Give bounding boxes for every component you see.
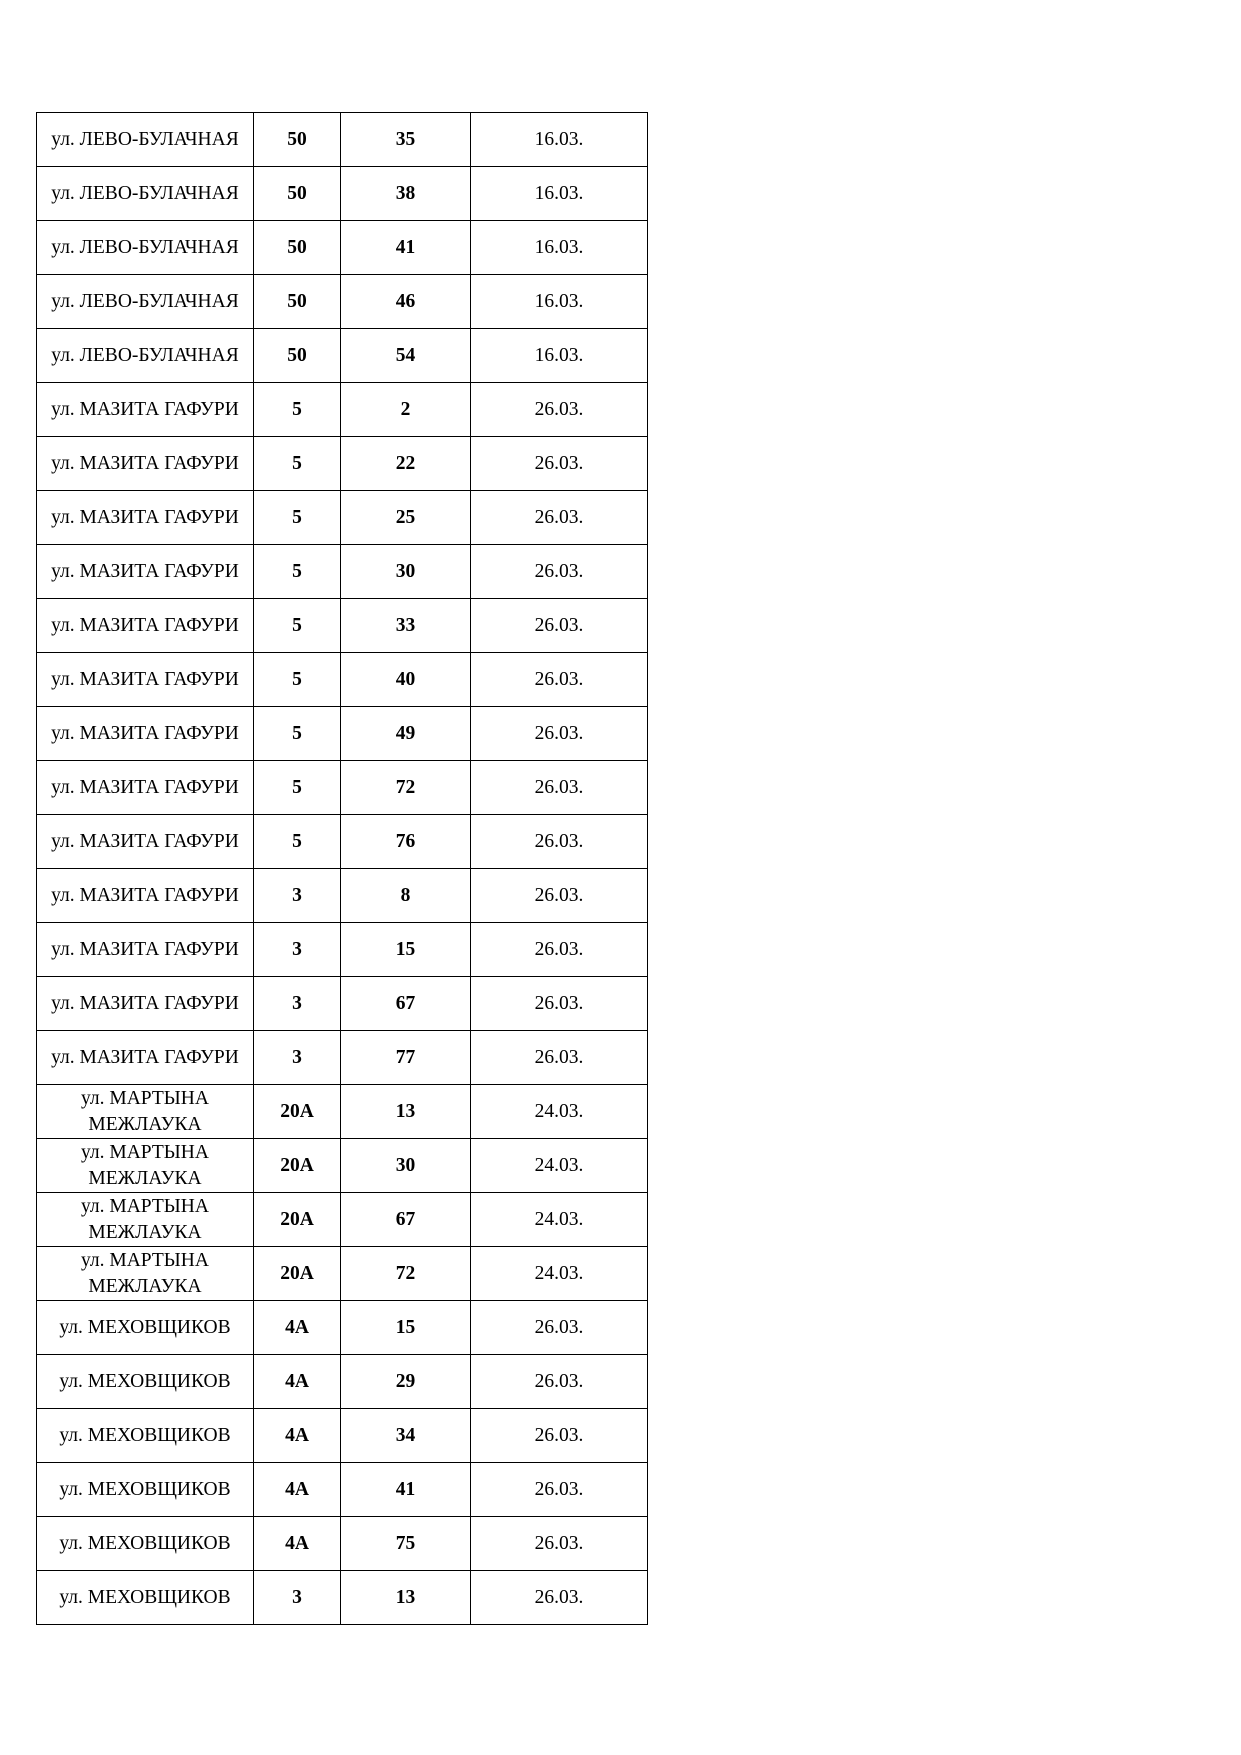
house-number-cell: 4А bbox=[254, 1301, 341, 1355]
address-table bbox=[36, 112, 648, 1625]
date-cell: 26.03. bbox=[471, 815, 648, 869]
date-cell: 26.03. bbox=[471, 1463, 648, 1517]
street-cell: ул. МЕХОВЩИКОВ bbox=[37, 1409, 254, 1463]
street-cell: ул. МАЗИТА ГАФУРИ bbox=[37, 923, 254, 977]
date-cell: 26.03. bbox=[471, 1571, 648, 1625]
flat-number-cell: 54 bbox=[341, 329, 471, 383]
table-row bbox=[37, 1301, 648, 1355]
house-number-cell: 20А bbox=[254, 1139, 341, 1193]
table-row bbox=[37, 1409, 648, 1463]
table-row bbox=[37, 383, 648, 437]
flat-number-cell: 33 bbox=[341, 599, 471, 653]
house-number-cell: 20А bbox=[254, 1247, 341, 1301]
table-row bbox=[37, 869, 648, 923]
house-number-cell: 50 bbox=[254, 275, 341, 329]
date-cell: 16.03. bbox=[471, 113, 648, 167]
flat-number-cell: 29 bbox=[341, 1355, 471, 1409]
street-cell: ул. МАЗИТА ГАФУРИ bbox=[37, 1031, 254, 1085]
house-number-cell: 4А bbox=[254, 1517, 341, 1571]
table-row bbox=[37, 113, 648, 167]
table-row bbox=[37, 491, 648, 545]
flat-number-cell: 46 bbox=[341, 275, 471, 329]
flat-number-cell: 76 bbox=[341, 815, 471, 869]
table-row bbox=[37, 1463, 648, 1517]
flat-number-cell: 30 bbox=[341, 1139, 471, 1193]
flat-number-cell: 72 bbox=[341, 761, 471, 815]
address-table-body bbox=[37, 113, 648, 1625]
street-cell: ул. МАЗИТА ГАФУРИ bbox=[37, 977, 254, 1031]
street-cell: ул. МАЗИТА ГАФУРИ bbox=[37, 599, 254, 653]
flat-number-cell: 40 bbox=[341, 653, 471, 707]
table-row bbox=[37, 1355, 648, 1409]
date-cell: 16.03. bbox=[471, 221, 648, 275]
flat-number-cell: 38 bbox=[341, 167, 471, 221]
date-cell: 26.03. bbox=[471, 653, 648, 707]
street-cell: ул. МЕХОВЩИКОВ bbox=[37, 1571, 254, 1625]
date-cell: 26.03. bbox=[471, 707, 648, 761]
date-cell: 16.03. bbox=[471, 275, 648, 329]
date-cell: 26.03. bbox=[471, 1301, 648, 1355]
flat-number-cell: 75 bbox=[341, 1517, 471, 1571]
date-cell: 16.03. bbox=[471, 167, 648, 221]
flat-number-cell: 22 bbox=[341, 437, 471, 491]
house-number-cell: 4А bbox=[254, 1409, 341, 1463]
flat-number-cell: 41 bbox=[341, 221, 471, 275]
flat-number-cell: 8 bbox=[341, 869, 471, 923]
street-cell: ул. МАЗИТА ГАФУРИ bbox=[37, 815, 254, 869]
table-row bbox=[37, 599, 648, 653]
table-row bbox=[37, 329, 648, 383]
house-number-cell: 3 bbox=[254, 1031, 341, 1085]
house-number-cell: 20А bbox=[254, 1193, 341, 1247]
date-cell: 26.03. bbox=[471, 599, 648, 653]
flat-number-cell: 2 bbox=[341, 383, 471, 437]
house-number-cell: 50 bbox=[254, 113, 341, 167]
table-row bbox=[37, 437, 648, 491]
date-cell: 26.03. bbox=[471, 545, 648, 599]
table-row bbox=[37, 761, 648, 815]
street-cell: ул. ЛЕВО-БУЛАЧНАЯ bbox=[37, 221, 254, 275]
date-cell: 26.03. bbox=[471, 1031, 648, 1085]
flat-number-cell: 15 bbox=[341, 1301, 471, 1355]
table-row bbox=[37, 1193, 648, 1247]
table-row bbox=[37, 167, 648, 221]
house-number-cell: 50 bbox=[254, 221, 341, 275]
table-row bbox=[37, 1571, 648, 1625]
street-cell: ул. МАРТЫНА МЕЖЛАУКА bbox=[37, 1193, 254, 1247]
house-number-cell: 3 bbox=[254, 923, 341, 977]
flat-number-cell: 25 bbox=[341, 491, 471, 545]
street-cell: ул. МЕХОВЩИКОВ bbox=[37, 1355, 254, 1409]
street-cell: ул. МЕХОВЩИКОВ bbox=[37, 1517, 254, 1571]
flat-number-cell: 15 bbox=[341, 923, 471, 977]
date-cell: 26.03. bbox=[471, 437, 648, 491]
flat-number-cell: 67 bbox=[341, 1193, 471, 1247]
date-cell: 26.03. bbox=[471, 491, 648, 545]
street-cell: ул. МЕХОВЩИКОВ bbox=[37, 1463, 254, 1517]
date-cell: 24.03. bbox=[471, 1139, 648, 1193]
date-cell: 26.03. bbox=[471, 761, 648, 815]
date-cell: 16.03. bbox=[471, 329, 648, 383]
table-row bbox=[37, 653, 648, 707]
street-cell: ул. МЕХОВЩИКОВ bbox=[37, 1301, 254, 1355]
street-cell: ул. МАРТЫНА МЕЖЛАУКА bbox=[37, 1139, 254, 1193]
date-cell: 26.03. bbox=[471, 869, 648, 923]
street-cell: ул. МАЗИТА ГАФУРИ bbox=[37, 545, 254, 599]
street-cell: ул. ЛЕВО-БУЛАЧНАЯ bbox=[37, 167, 254, 221]
table-row bbox=[37, 1517, 648, 1571]
house-number-cell: 5 bbox=[254, 437, 341, 491]
date-cell: 26.03. bbox=[471, 923, 648, 977]
date-cell: 26.03. bbox=[471, 1517, 648, 1571]
street-cell: ул. ЛЕВО-БУЛАЧНАЯ bbox=[37, 275, 254, 329]
table-row bbox=[37, 1085, 648, 1139]
date-cell: 26.03. bbox=[471, 1409, 648, 1463]
street-cell: ул. МАЗИТА ГАФУРИ bbox=[37, 383, 254, 437]
flat-number-cell: 72 bbox=[341, 1247, 471, 1301]
flat-number-cell: 67 bbox=[341, 977, 471, 1031]
flat-number-cell: 49 bbox=[341, 707, 471, 761]
house-number-cell: 5 bbox=[254, 599, 341, 653]
flat-number-cell: 34 bbox=[341, 1409, 471, 1463]
flat-number-cell: 77 bbox=[341, 1031, 471, 1085]
date-cell: 26.03. bbox=[471, 383, 648, 437]
house-number-cell: 5 bbox=[254, 815, 341, 869]
house-number-cell: 3 bbox=[254, 977, 341, 1031]
house-number-cell: 5 bbox=[254, 545, 341, 599]
date-cell: 26.03. bbox=[471, 977, 648, 1031]
house-number-cell: 4А bbox=[254, 1355, 341, 1409]
date-cell: 24.03. bbox=[471, 1247, 648, 1301]
table-row bbox=[37, 923, 648, 977]
street-cell: ул. МАЗИТА ГАФУРИ bbox=[37, 869, 254, 923]
table-row bbox=[37, 221, 648, 275]
house-number-cell: 5 bbox=[254, 707, 341, 761]
street-cell: ул. МАРТЫНА МЕЖЛАУКА bbox=[37, 1247, 254, 1301]
house-number-cell: 50 bbox=[254, 167, 341, 221]
house-number-cell: 5 bbox=[254, 761, 341, 815]
table-row bbox=[37, 545, 648, 599]
street-cell: ул. МАЗИТА ГАФУРИ bbox=[37, 491, 254, 545]
table-row bbox=[37, 707, 648, 761]
street-cell: ул. МАЗИТА ГАФУРИ bbox=[37, 437, 254, 491]
street-cell: ул. ЛЕВО-БУЛАЧНАЯ bbox=[37, 113, 254, 167]
house-number-cell: 3 bbox=[254, 869, 341, 923]
street-cell: ул. МАРТЫНА МЕЖЛАУКА bbox=[37, 1085, 254, 1139]
flat-number-cell: 41 bbox=[341, 1463, 471, 1517]
street-cell: ул. МАЗИТА ГАФУРИ bbox=[37, 761, 254, 815]
house-number-cell: 5 bbox=[254, 491, 341, 545]
date-cell: 24.03. bbox=[471, 1085, 648, 1139]
house-number-cell: 20А bbox=[254, 1085, 341, 1139]
date-cell: 26.03. bbox=[471, 1355, 648, 1409]
flat-number-cell: 13 bbox=[341, 1571, 471, 1625]
street-cell: ул. МАЗИТА ГАФУРИ bbox=[37, 707, 254, 761]
house-number-cell: 3 bbox=[254, 1571, 341, 1625]
table-row bbox=[37, 1139, 648, 1193]
table-row bbox=[37, 815, 648, 869]
street-cell: ул. ЛЕВО-БУЛАЧНАЯ bbox=[37, 329, 254, 383]
table-row bbox=[37, 1247, 648, 1301]
house-number-cell: 50 bbox=[254, 329, 341, 383]
table-row bbox=[37, 275, 648, 329]
street-cell: ул. МАЗИТА ГАФУРИ bbox=[37, 653, 254, 707]
house-number-cell: 4А bbox=[254, 1463, 341, 1517]
date-cell: 24.03. bbox=[471, 1193, 648, 1247]
house-number-cell: 5 bbox=[254, 653, 341, 707]
flat-number-cell: 13 bbox=[341, 1085, 471, 1139]
flat-number-cell: 30 bbox=[341, 545, 471, 599]
table-row bbox=[37, 1031, 648, 1085]
house-number-cell: 5 bbox=[254, 383, 341, 437]
table-row bbox=[37, 977, 648, 1031]
flat-number-cell: 35 bbox=[341, 113, 471, 167]
